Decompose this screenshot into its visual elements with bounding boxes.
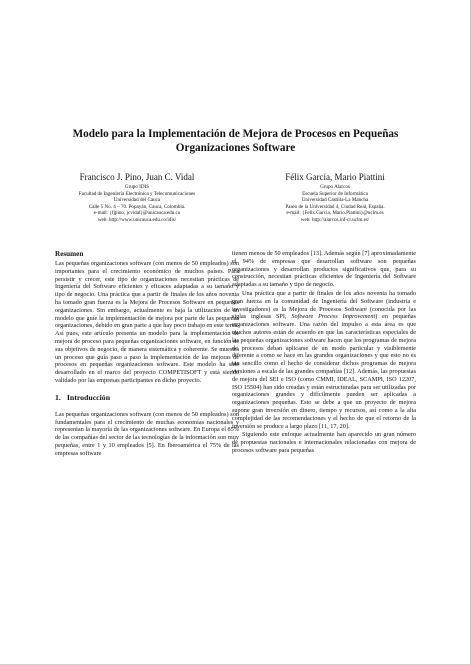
abstract-heading: Resumen bbox=[55, 250, 84, 258]
section-number: 1. bbox=[55, 392, 61, 402]
paper-title: Modelo para la Implementación de Mejora de Procesos en Pequeñas Organizaciones Software bbox=[72, 128, 399, 154]
paragraph-italic-text: Software Process Improvement bbox=[291, 313, 376, 321]
author-group: Grupo IDIS bbox=[124, 184, 150, 190]
paragraph-text: ) en pequeñas organizaciones software. Una razón del impulso a esta área es que muchos autores están de acuerdo en que las características especiales de las pequeñas organizaciones software hacen que los programas de mejora de procesos deban aplicarse de un modo particular y visiblemente diferente a como se hace en las grandes organizaciones y que esto no es tan sencillo como el hecho de considerar dichos programas de mejora versiones a escala de las grandes compañías [12]. Además, las propuestas de mejora del SEI e ISO (como CMMI, IDEAL, SCAMPI, ISO 12207, ISO 15504) han sido creadas y están estructuradas para ser utilizadas por organizaciones grandes y difícilmente pueden ser aplicadas a organizaciones pequeñas. Esto se debe a que un proyecto de mejora supone gran inversión en dinero, tiempo y recursos, así como a la alta complejidad de las recomendaciones y el hecho de que el retorno de la inversión se produce a largo plazo [11, 17, 20]. bbox=[232, 313, 416, 430]
author-faculty: Facultad de Ingeniería Electrónica y Telecomunicaciones bbox=[78, 190, 196, 197]
body-paragraph bbox=[232, 290, 416, 430]
author-block-left bbox=[42, 172, 232, 224]
author-block-right bbox=[240, 172, 430, 224]
author-email: e-mail: {Felix.Garcia, Mario.Piattini}@uclm.es bbox=[286, 210, 384, 217]
author-group: Grupo Alarcos bbox=[320, 184, 350, 190]
author-names: Francisco J. Pino, Juan C. Vidal bbox=[79, 172, 195, 182]
body-paragraph: Siguiendo este enfoque actualmente han aparecido un gran número de propuestas nacionales e internacionales relacionadas con mejora de procesos software para pequeñas bbox=[232, 431, 416, 454]
author-web: web: http://alarcos.inf-cr.uclm.es/ bbox=[300, 216, 370, 223]
right-column bbox=[232, 250, 416, 456]
abstract-paragraph: Las pequeñas organizaciones software (con menos de 50 empleados) son importantes para el crecimiento económico de muchos países. Para persistir y crecer, este tipo de organizaciones necesitan prácticas de Ingeniería del Software eficientes y eficaces adaptadas a su tamaño y tipo de negocio. Una práctica que a partir de finales de los años noventa ha tomado gran fuerza es la Mejora de Procesos Software en pequeñas organizaciones. Sin embargo, actualmente es baja la utilización de un modelo que guíe la implementación de mejora por parte de las pequeñas organizaciones, debido en gran parte a que hay poco trabajo en este tema. Así pues, este artículo presenta un modelo para la implementación de mejora de proceso para pequeñas organizaciones software, en función de sus objetivos de negocio, de manera sistemática y coherente. Se muestra un proceso que guía paso a paso la implementación de las mejoras de procesos en pequeñas organizaciones software. Este modelo ha sido desarrollado en el marco del proyecto COMPETISOFT y está siendo validado por las empresas participantes en dicho proyecto. bbox=[55, 260, 239, 384]
author-address: Paseo de la Universidad 4, Ciudad Real, España. bbox=[285, 203, 385, 210]
left-column bbox=[55, 250, 239, 459]
section-heading bbox=[55, 393, 239, 403]
paragraph-text: Una práctica que a partir de finales de los años noventa ha tomado gran fuerza en la comunidad de Ingeniería del Software (industria e investigadores) es la Mejora de Procesos Software (conocida por las siglas inglesas SPI, bbox=[232, 289, 416, 321]
author-university: Universidad Castilla-La Mancha bbox=[301, 197, 369, 204]
body-paragraph: tienen menos de 50 empleados [13]. Además según [7] aproximadamente el 94% de empresas que desarrollan software son pequeñas organizaciones y desarrollan productos significativos que, para su construcción, necesitan prácticas eficientes de Ingeniería del Software adaptadas a su tamaño y tipo de negocio. bbox=[232, 250, 416, 289]
author-web: web: http://www.unicauca.edu.co/idis/ bbox=[97, 216, 177, 223]
author-email: e-mail: {fjpino, jcvidal}@unicauca.edu.co bbox=[93, 210, 181, 217]
author-address: Calle 5 No. 4 – 70. Popayán, Cauca, Colombia. bbox=[88, 203, 186, 210]
intro-paragraph: Las pequeñas organizaciones software (con menos de 50 empleados) son fundamentales para el crecimiento de muchas economías nacionales y representan la mayoría de las organizaciones software. En Europa el 85% de las compañías del sector de las tecnologías de la información son muy pequeñas, entre 1 y 10 empleados [5]. En Iberoamérica el 75% de las empresas software bbox=[55, 410, 239, 457]
section-title: Introducción bbox=[66, 392, 111, 402]
author-university: Universidad del Cauca bbox=[113, 197, 161, 204]
author-names: Félix García, Mario Piattini bbox=[285, 172, 385, 182]
author-faculty: Escuela Superior de Informática bbox=[302, 190, 368, 197]
